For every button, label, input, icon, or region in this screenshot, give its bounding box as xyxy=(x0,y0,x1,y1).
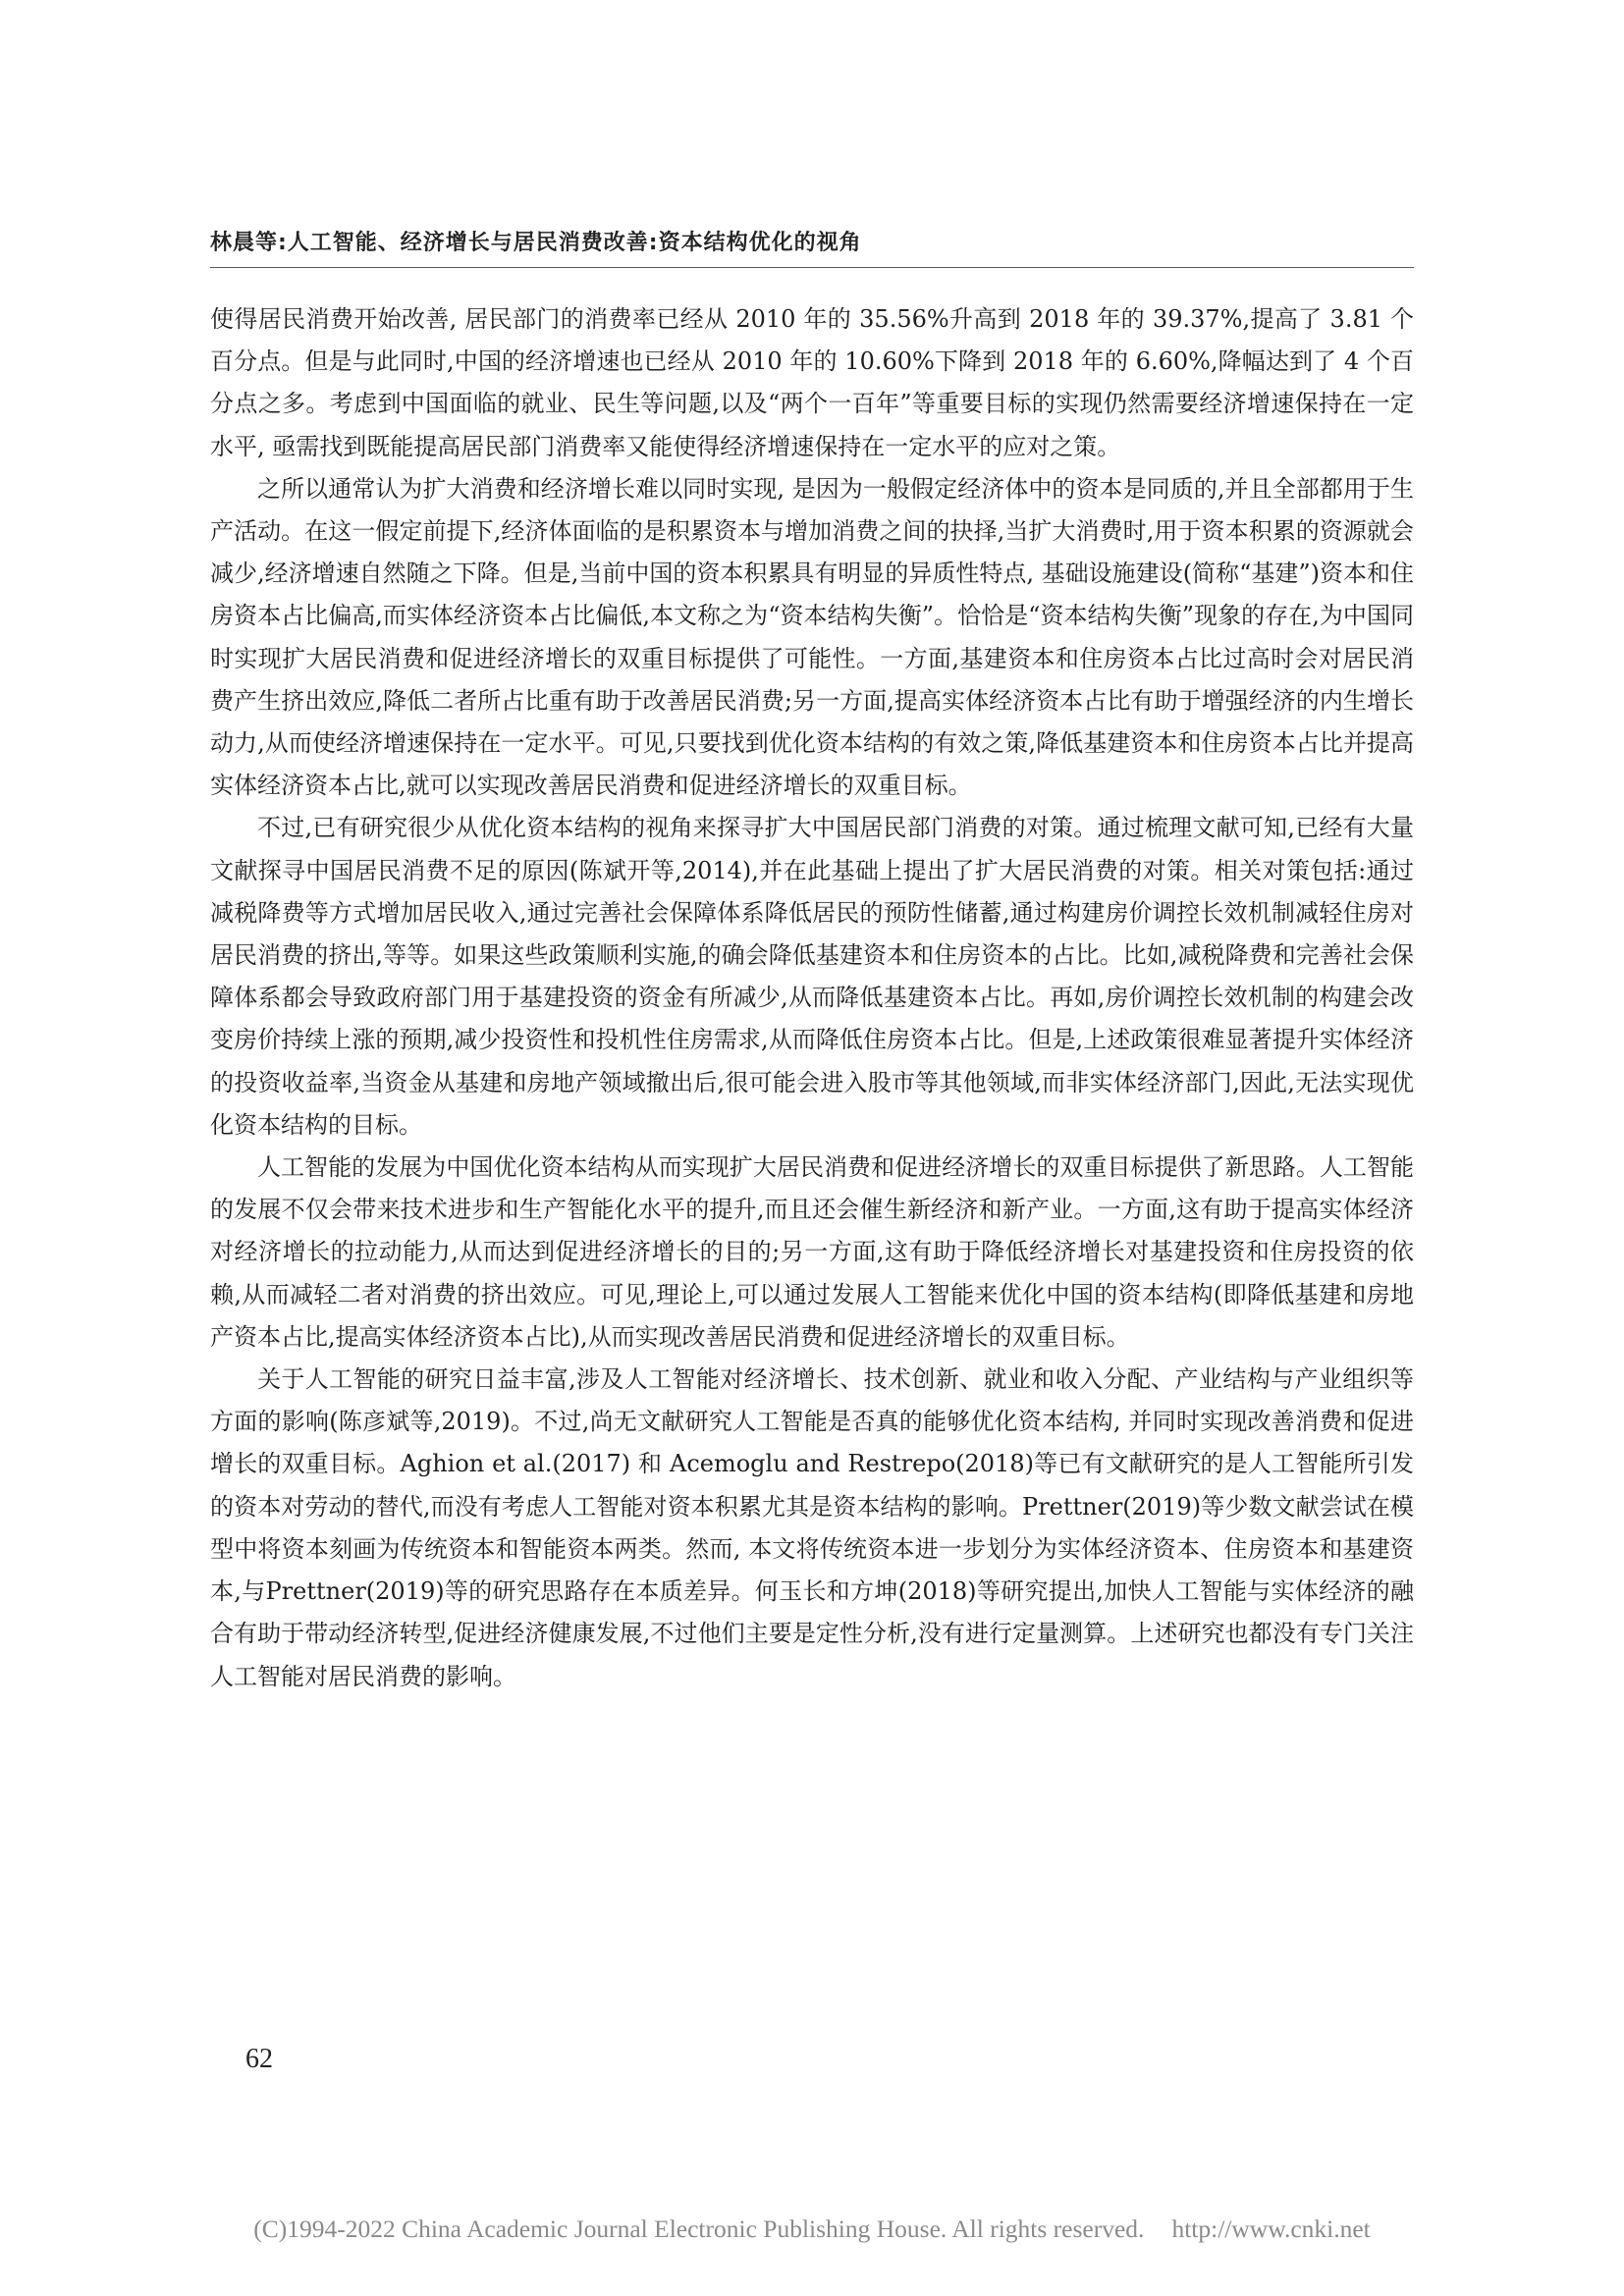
copyright-footer xyxy=(0,2215,1624,2244)
cnki-link[interactable]: http://www.cnki.net xyxy=(1171,2215,1371,2243)
page-number: 62 xyxy=(245,2044,273,2074)
paragraph-2: 之所以通常认为扩大消费和经济增长难以同时实现, 是因为一般假定经济体中的资本是同质的,并且全部都用于生产活动。在这一假定前提下,经济体面临的是积累资本与增加消费之间的抉择,当扩大消费时,用于资本积累的资源就会减少,经济增速自然随之下降。但是,当前中国的资本积累具有明显的异质性特点, 基础设施建设(简称“基建”)资本和住房资本占比偏高,而实体经济资本占比偏低,本文称之为“资本结构失衡”。恰恰是“资本结构失衡”现象的存在,为中国同时实现扩大居民消费和促进经济增长的双重目标提供了可能性。一方面,基建资本和住房资本占比过高时会对居民消费产生挤出效应,降低二者所占比重有助于改善居民消费;另一方面,提高实体经济资本占比有助于增强经济的内生增长动力,从而使经济增速保持在一定水平。可见,只要找到优化资本结构的有效之策,降低基建资本和住房资本占比并提高实体经济资本占比,就可以实现改善居民消费和促进经济增长的双重目标。 xyxy=(210,474,1414,800)
paragraph-1-continued: 使得居民消费开始改善, 居民部门的消费率已经从 2010 年的 35.56%升高到 2018 年的 39.37%,提高了 3.81 个百分点。但是与此同时,中国的经济增速也已经从 2010 年的 10.60%下降到 2018 年的 6.60%,降幅达到了 4 个百分点之多。考虑到中国面临的就业、民生等问题,以及“两个一百年”等重要目标的实现仍然需要经济增速保持在一定水平, 亟需找到既能提高居民部门消费率又能使得经济增速保持在一定水平的应对之策。 xyxy=(210,305,1414,460)
paragraph-3: 不过,已有研究很少从优化资本结构的视角来探寻扩大中国居民部门消费的对策。通过梳理文献可知,已经有大量文献探寻中国居民消费不足的原因(陈斌开等,2014),并在此基础上提出了扩大居民消费的对策。相关对策包括:通过减税降费等方式增加居民收入,通过完善社会保障体系降低居民的预防性储蓄,通过构建房价调控长效机制减轻住房对居民消费的挤出,等等。如果这些政策顺利实施,的确会降低基建资本和住房资本的占比。比如,减税降费和完善社会保障体系都会导致政府部门用于基建投资的资金有所减少,从而降低基建资本占比。再如,房价调控长效机制的构建会改变房价持续上涨的预期,减少投资性和投机性住房需求,从而降低住房资本占比。但是,上述政策很难显著提升实体经济的投资收益率,当资金从基建和房地产领域撤出后,很可能会进入股市等其他领域,而非实体经济部门,因此,无法实现优化资本结构的目标。 xyxy=(210,814,1414,1139)
paragraph-5: 关于人工智能的研究日益丰富,涉及人工智能对经济增长、技术创新、就业和收入分配、产业结构与产业组织等方面的影响(陈彦斌等,2019)。不过,尚无文献研究人工智能是否真的能够优化资本结构, 并同时实现改善消费和促进增长的双重目标。Aghion et al.(2017) 和 Acemoglu and Restrepo(2018)等已有文献研究的是人工智能所引发的资本对劳动的替代,而没有考虑人工智能对资本积累尤其是资本结构的影响。Prettner(2019)等少数文献尝试在模型中将资本刻画为传统资本和智能资本两类。然而, 本文将传统资本进一步划分为实体经济资本、住房资本和基建资本,与Prettner(2019)等的研究思路存在本质差异。何玉长和方坤(2018)等研究提出,加快人工智能与实体经济的融合有助于带动经济转型,促进经济健康发展,不过他们主要是定性分析,没有进行定量测算。上述研究也都没有专门关注人工智能对居民消费的影响。 xyxy=(210,1365,1414,1690)
running-header: 林晨等:人工智能、经济增长与居民消费改善:资本结构优化的视角 xyxy=(210,231,862,255)
paragraph-4: 人工智能的发展为中国优化资本结构从而实现扩大居民消费和促进经济增长的双重目标提供了新思路。人工智能的发展不仅会带来技术进步和生产智能化水平的提升,而且还会催生新经济和新产业。一方面,这有助于提高实体经济对经济增长的拉动能力,从而达到促进经济增长的目的;另一方面,这有助于降低经济增长对基建投资和住房投资的依赖,从而减轻二者对消费的挤出效应。可见,理论上,可以通过发展人工智能来优化中国的资本结构(即降低基建和房地产资本占比,提高实体经济资本占比),从而实现改善居民消费和促进经济增长的双重目标。 xyxy=(210,1153,1414,1351)
article-body xyxy=(210,298,1414,1698)
copyright-text: (C)1994-2022 China Academic Journal Electronic Publishing House. All rights reserved. xyxy=(253,2215,1145,2243)
header-rule xyxy=(210,267,1414,268)
